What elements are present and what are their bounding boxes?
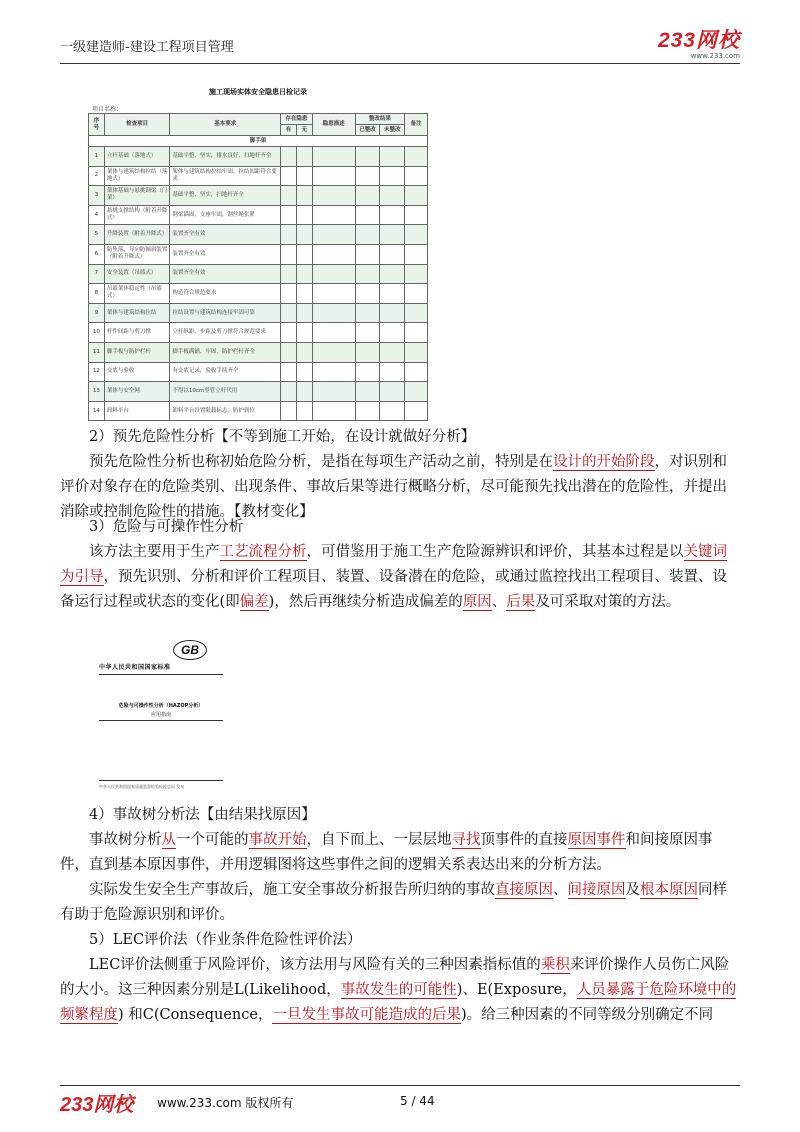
- table-cell: [312, 382, 355, 402]
- s2-highlight-design: 设计的开始阶段: [553, 454, 655, 470]
- footer-logo[interactable]: 233网校: [60, 1094, 134, 1116]
- s3-highlight-keyword: 关键词为引导: [60, 544, 727, 585]
- table-cell: [312, 284, 355, 304]
- inspection-table: [88, 113, 428, 421]
- table-row: [89, 401, 428, 421]
- table-cell: [405, 147, 428, 167]
- gb-rule-1: [99, 674, 223, 675]
- section-2-heading: [60, 425, 740, 450]
- row-no: 6: [89, 244, 105, 264]
- s2-text: 预先危险性分析也称初始危险分析，是指在每项生产活动之前，特别是在: [89, 454, 553, 470]
- table-cell: [312, 303, 355, 323]
- row-requirement: 架体与建筑结构拉结牢固，拉结间距符合要求: [170, 166, 281, 186]
- table-cell: [355, 323, 380, 343]
- table-cell: [355, 264, 380, 284]
- row-no: 9: [89, 303, 105, 323]
- table-cell: [380, 264, 405, 284]
- row-requirement: 脚手板满铺、牢固，防护栏杆齐全: [170, 342, 281, 362]
- table-cell: [312, 225, 355, 245]
- section-label: 脚手架: [89, 136, 428, 147]
- row-item: 防坠落、导向防倾斜装置（附着升降式）: [104, 244, 170, 264]
- s5-text-a: LEC评价法侧重于风险评价，该方法用与风险有关的三种因素指标值的: [89, 957, 541, 973]
- table-cell: [281, 382, 297, 402]
- sub-yes: 有: [281, 125, 297, 136]
- s4-highlight-root: 根本原因: [640, 882, 698, 898]
- table-cell: [405, 186, 428, 206]
- table-cell: [380, 244, 405, 264]
- table-row: [89, 186, 428, 206]
- brand-logo[interactable]: [630, 30, 740, 60]
- sub-no: 无: [296, 125, 312, 136]
- s5-highlight-likelihood: 事故发生的可能性: [340, 982, 457, 998]
- table-cell: [281, 186, 297, 206]
- table-cell: [296, 323, 312, 343]
- table-row: [89, 244, 428, 264]
- table-cell: [405, 303, 428, 323]
- footer-copyright: www.233.com 版权所有: [157, 1096, 294, 1110]
- table-row: [89, 323, 428, 343]
- table-header-row: [89, 114, 428, 125]
- s4-text-a: 事故树分析: [89, 832, 162, 848]
- row-requirement: 拉结设置与建筑结构连接牢固可靠: [170, 303, 281, 323]
- s2-text-2: ，对识别和评价对象存在的危险类别、出现条件、事故后果等进行概略分析，尽可能预先找出潜在的危险性，并提出消除或控制危险性的措施。【教材变化】: [60, 454, 727, 520]
- s4-highlight-from: 从: [161, 832, 176, 848]
- table-row: [89, 362, 428, 382]
- s3-text-d: )，然后再继续分析造成偏差的: [268, 594, 463, 610]
- row-no: 2: [89, 166, 105, 186]
- row-requirement: 装置齐全有效: [170, 225, 281, 245]
- section-3-heading: [60, 515, 740, 540]
- table-title: 施工现场实体安全隐患日检记录: [209, 88, 307, 96]
- row-requirement: 卸料平台设置限载标志，防护到位: [170, 401, 281, 421]
- row-item: 卸料平台: [104, 401, 170, 421]
- table-cell: [405, 166, 428, 186]
- s5-text-d: ) 和C(Consequence，: [118, 1007, 273, 1023]
- inspection-table-image: [88, 83, 428, 416]
- table-cell: [296, 147, 312, 167]
- table-cell: [380, 362, 405, 382]
- logo-text: 233网校: [657, 29, 740, 52]
- row-item: 安全装置（吊篮式）: [104, 264, 170, 284]
- section-5-heading: [60, 928, 740, 953]
- table-cell: [355, 382, 380, 402]
- gb-rule-2: [99, 720, 223, 721]
- row-item: 交底与验收: [104, 362, 170, 382]
- header-divider: [60, 63, 740, 64]
- table-cell: [281, 205, 297, 225]
- gb-standard-name: [99, 702, 223, 720]
- s3-text-e: 、: [491, 594, 507, 610]
- table-cell: [296, 303, 312, 323]
- page-number: 5 / 44: [400, 1094, 435, 1108]
- table-cell: [380, 303, 405, 323]
- project-label: 项目名称：: [92, 106, 123, 113]
- s5-highlight-exposure: 人员暴露于危险环境中的频繁程度: [60, 982, 737, 1023]
- table-cell: [380, 205, 405, 225]
- table-cell: [405, 323, 428, 343]
- row-requirement: 不得以10cm竖管立杆代用: [170, 382, 281, 402]
- table-cell: [380, 323, 405, 343]
- row-requirement: 有交底记录，验收手续齐全: [170, 362, 281, 382]
- row-requirement: 装置齐全有效: [170, 244, 281, 264]
- gb-logo: GB: [173, 640, 207, 660]
- s4-p2-and: 及: [625, 882, 640, 898]
- table-cell: [281, 225, 297, 245]
- s4-p2-text-b: 同样有助于危险源识别和评价。: [60, 882, 727, 923]
- table-cell: [281, 342, 297, 362]
- table-cell: [380, 342, 405, 362]
- s3-text-f: 及可采取对策的方法。: [535, 594, 681, 610]
- s4-text-d: 顶事件的直接: [480, 832, 568, 848]
- table-cell: [380, 284, 405, 304]
- table-cell: [281, 362, 297, 382]
- section-2-body: [60, 450, 740, 525]
- table-cell: [380, 186, 405, 206]
- row-item: 架体基础与悬挑钢梁（门架）: [104, 186, 170, 206]
- table-cell: [355, 244, 380, 264]
- s3-highlight-consequence: 后果: [506, 594, 536, 610]
- table-row: [89, 382, 428, 402]
- table-cell: [312, 342, 355, 362]
- row-requirement: 构造符合规范要求: [170, 284, 281, 304]
- col-no: 序号: [89, 114, 105, 136]
- s4-text-e: 和间接原因事件，直到基本原因事件，并用逻辑图将这些事件之间的逻辑关系表达出来的分析方法。: [60, 832, 713, 873]
- s3-heading-text: 3）危险与可操作性分析: [89, 519, 244, 535]
- page-header: [60, 30, 740, 62]
- row-requirement: 装置齐全有效: [170, 264, 281, 284]
- table-cell: [355, 225, 380, 245]
- col-hazard: 存在隐患: [281, 114, 313, 125]
- table-cell: [296, 205, 312, 225]
- s4-highlight-accident-start: 事故开始: [248, 832, 307, 848]
- section-3-body: [60, 540, 740, 615]
- row-item: 架体与安全网: [104, 382, 170, 402]
- row-no: 1: [89, 147, 105, 167]
- row-item: 吊篮架体稳定性（吊篮式）: [104, 284, 170, 304]
- s3-text-b: ，可借鉴用于施工生产危险源辨识和评价，其基本过程是以: [306, 544, 684, 560]
- s4-text-c: ，自下而上、一层层地: [306, 832, 452, 848]
- s4-heading-text: 4）事故树分析法【由结果找原因】: [89, 807, 316, 823]
- table-cell: [355, 342, 380, 362]
- table-cell: [312, 362, 355, 382]
- table-cell: [380, 382, 405, 402]
- table-cell: [380, 401, 405, 421]
- table-cell: [281, 401, 297, 421]
- table-cell: [405, 284, 428, 304]
- table-cell: [355, 303, 380, 323]
- gb-rule-3: [99, 780, 223, 781]
- table-cell: [296, 362, 312, 382]
- row-item: 杆件间距与剪刀撑: [104, 323, 170, 343]
- table-cell: [281, 264, 297, 284]
- section-4-body: [60, 828, 740, 878]
- table-cell: [312, 401, 355, 421]
- row-item: 升降装置（附着升降式）: [104, 225, 170, 245]
- s5-text-b: 来评价操作人员伤亡风险的大小。这三种因素分别是L(Likelihood，: [60, 957, 730, 998]
- table-cell: [355, 166, 380, 186]
- s5-heading-text: 5）LEC评价法（作业条件危险性评价法）: [89, 932, 362, 948]
- s3-text-a: 该方法主要用于生产: [89, 544, 220, 560]
- s5-highlight-consequence: 一旦发生事故可能造成的后果: [272, 1007, 461, 1023]
- s4-highlight-cause-event: 原因事件: [567, 832, 626, 848]
- gb-standard-cover-image: [95, 632, 227, 800]
- row-no: 3: [89, 186, 105, 206]
- col-result: 整改结果: [355, 114, 405, 125]
- table-cell: [281, 244, 297, 264]
- table-cell: [405, 401, 428, 421]
- s5-highlight-product: 乘积: [540, 957, 570, 973]
- section-5-body: [60, 953, 740, 1028]
- row-no: 13: [89, 382, 105, 402]
- row-requirement: 钢梁锚固、支座牢固，钢丝绳张紧: [170, 205, 281, 225]
- row-item: 立杆基础（落地式）: [104, 147, 170, 167]
- table-cell: [380, 166, 405, 186]
- table-cell: [296, 342, 312, 362]
- table-cell: [405, 362, 428, 382]
- table-cell: [405, 382, 428, 402]
- s4-highlight-find: 寻找: [451, 832, 481, 848]
- s3-highlight-cause: 原因: [462, 594, 492, 610]
- table-section-row: [89, 136, 428, 147]
- table-cell: [312, 264, 355, 284]
- table-cell: [312, 205, 355, 225]
- col-note: 备注: [405, 114, 428, 136]
- table-row: [89, 166, 428, 186]
- table-cell: [296, 284, 312, 304]
- table-cell: [355, 401, 380, 421]
- page-footer: [60, 1088, 740, 1116]
- table-cell: [355, 284, 380, 304]
- table-cell: [296, 244, 312, 264]
- table-row: [89, 225, 428, 245]
- s5-text-e: )。给三种因素的不同等级分别确定不同: [460, 1007, 714, 1023]
- row-requirement: 基础平整、坚实，排水良好，扫地杆齐全: [170, 147, 281, 167]
- row-no: 4: [89, 205, 105, 225]
- table-cell: [405, 225, 428, 245]
- table-cell: [312, 186, 355, 206]
- sub-fixed: 已整改: [355, 125, 380, 136]
- table-row: [89, 147, 428, 167]
- header-title: 一级建造师-建设工程项目管理: [60, 40, 234, 55]
- s3-highlight-process: 工艺流程分析: [219, 544, 307, 560]
- table-cell: [296, 401, 312, 421]
- row-no: 10: [89, 323, 105, 343]
- col-desc: 隐患描述: [312, 114, 355, 136]
- s4-p2-sep: 、: [553, 882, 568, 898]
- row-no: 5: [89, 225, 105, 245]
- table-cell: [312, 166, 355, 186]
- table-cell: [380, 225, 405, 245]
- row-requirement: 立杆纵距、步距及剪刀撑符合规范要求: [170, 323, 281, 343]
- row-item: 架体与建筑结构拉结（落地式）: [104, 166, 170, 186]
- table-cell: [380, 147, 405, 167]
- section-4-paragraph-2: [60, 878, 740, 928]
- table-cell: [296, 264, 312, 284]
- section-4-heading: [60, 803, 740, 828]
- col-requirement: 基本要求: [170, 114, 281, 136]
- row-item: 脚手板与防护栏杆: [104, 342, 170, 362]
- table-cell: [312, 244, 355, 264]
- gb-name-line-2: 应用指南: [150, 712, 171, 718]
- gb-name-line-1: 危险与可操作性分析（HAZOP分析）: [118, 703, 204, 709]
- s4-p2-text-a: 实际发生安全生产事故后，施工安全事故分析报告所归纳的事故: [89, 882, 495, 898]
- table-row: [89, 303, 428, 323]
- gb-org: 中华人民共和国国家标准: [99, 664, 171, 671]
- table-cell: [312, 147, 355, 167]
- s4-highlight-direct: 直接原因: [495, 882, 553, 898]
- row-no: 12: [89, 362, 105, 382]
- row-no: 11: [89, 342, 105, 362]
- s3-highlight-deviation: 偏差: [239, 594, 269, 610]
- table-cell: [281, 166, 297, 186]
- col-item: 检查项目: [104, 114, 170, 136]
- gb-footer: 中华人民共和国国家质量监督检验检疫总局 发布: [99, 784, 185, 789]
- table-cell: [355, 205, 380, 225]
- row-no: 7: [89, 264, 105, 284]
- table-cell: [405, 205, 428, 225]
- row-requirement: 基础平整、坚实，扫地杆齐全: [170, 186, 281, 206]
- table-cell: [296, 166, 312, 186]
- row-no: 8: [89, 284, 105, 304]
- table-row: [89, 284, 428, 304]
- table-cell: [296, 382, 312, 402]
- table-cell: [405, 244, 428, 264]
- table-cell: [296, 225, 312, 245]
- table-cell: [281, 147, 297, 167]
- table-cell: [405, 342, 428, 362]
- row-item: 悬挑支撑结构（附着升降式）: [104, 205, 170, 225]
- footer-divider: [60, 1085, 740, 1086]
- s3-text-c: ，预先识别、分析和评价工程项目、装置、设备潜在的危险，或通过监控找出工程项目、装置、设备运行过程或状态的变化(即: [60, 569, 727, 610]
- s2-heading-text: 2）预先危险性分析【不等到施工开始，在设计就做好分析】: [89, 429, 476, 445]
- table-cell: [281, 284, 297, 304]
- sub-unfixed: 未整改: [380, 125, 405, 136]
- table-cell: [296, 186, 312, 206]
- s5-text-c: )、E(Exposure，: [456, 982, 577, 998]
- table-cell: [312, 323, 355, 343]
- table-cell: [355, 362, 380, 382]
- table-cell: [281, 323, 297, 343]
- s4-text-b: 一个可能的: [176, 832, 249, 848]
- logo-url: www.233.com: [690, 52, 740, 60]
- table-cell: [281, 303, 297, 323]
- table-row: [89, 342, 428, 362]
- row-no: 14: [89, 401, 105, 421]
- table-cell: [355, 147, 380, 167]
- table-cell: [405, 264, 428, 284]
- row-item: 架体与建筑结构拉结: [104, 303, 170, 323]
- s4-highlight-indirect: 间接原因: [567, 882, 626, 898]
- table-row: [89, 205, 428, 225]
- table-row: [89, 264, 428, 284]
- table-cell: [355, 186, 380, 206]
